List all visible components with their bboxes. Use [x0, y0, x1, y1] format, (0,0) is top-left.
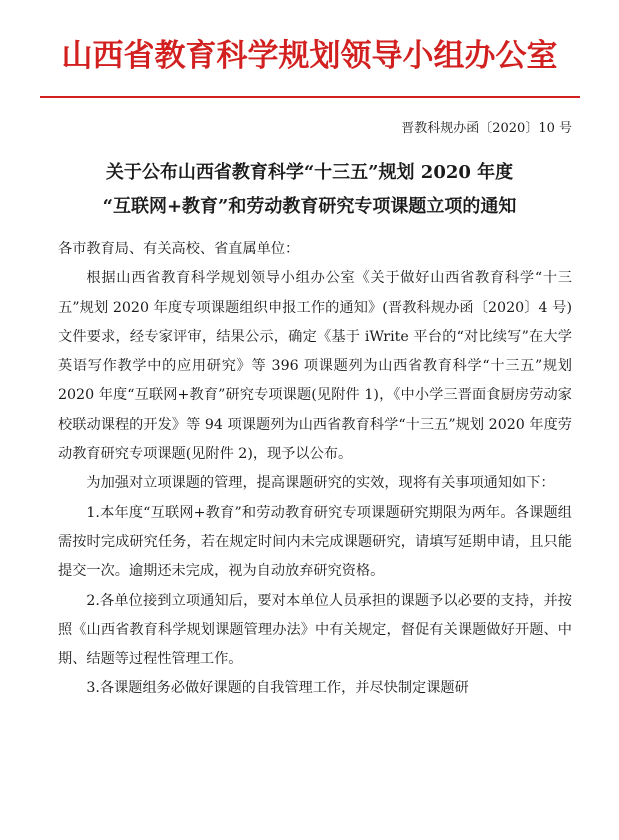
body-paragraph-1: 根据山西省教育科学规划领导小组办公室《关于做好山西省教育科学“十三五”规划 2020 年度专项课题组织申报工作的通知》(晋教科规办函〔2020〕4 号)文件要求，经专家评审，结果公示，确定《基于 iWrite 平台的“对比续写”在大学英语写作教学中的应用研究》等 396 项课题列为山西省教育科学“十三五”规划 2020 年度“互联网+教育”研究专项课题(见附件 1)，《中小学三晋面食厨房劳动家校联动课程的开发》等 94 项课题列为山西省教育科学“十三五”规划 2020 年度劳动教育研究专项课题(见附件 2)，现予以公布。	[58, 270, 572, 463]
body-paragraph-3: 1.本年度“互联网+教育”和劳动教育研究专项课题研究期限为两年。各课题组需按时完成研究任务，若在规定时间内未完成课题研究，请填写延期申请，且只能提交一次。逾期还未完成，视为自动放弃研究资格。	[58, 504, 572, 580]
body-paragraph-5: 3.各课题组务必做好课题的自我管理工作，并尽快制定课题研	[86, 680, 469, 697]
header-red-rule	[40, 96, 580, 98]
body-paragraph-2: 为加强对立项课题的管理，提高课题研究的实效，现将有关事项通知如下：	[86, 475, 555, 492]
body-paragraph-4: 2.各单位接到立项通知后，要对本单位人员承担的课题予以必要的支持，并按照《山西省教育科学规划课题管理办法》中有关规定，督促有关课题做好开题、中期、结题等过程性管理工作。	[58, 592, 572, 668]
addressee-line: 各市教育局、有关高校、省直属单位：	[58, 241, 300, 257]
notice-body	[58, 235, 572, 704]
org-title-header: 山西省教育科学规划领导小组办公室	[61, 38, 558, 74]
notice-title-line-2: “互联网+教育”和劳动教育研究专项课题立项的通知	[102, 196, 517, 217]
notice-title-line-1: 关于公布山西省教育科学“十三五”规划 2020 年度	[105, 162, 514, 183]
document-number: 晋教科规办函〔2020〕10 号	[401, 121, 572, 136]
